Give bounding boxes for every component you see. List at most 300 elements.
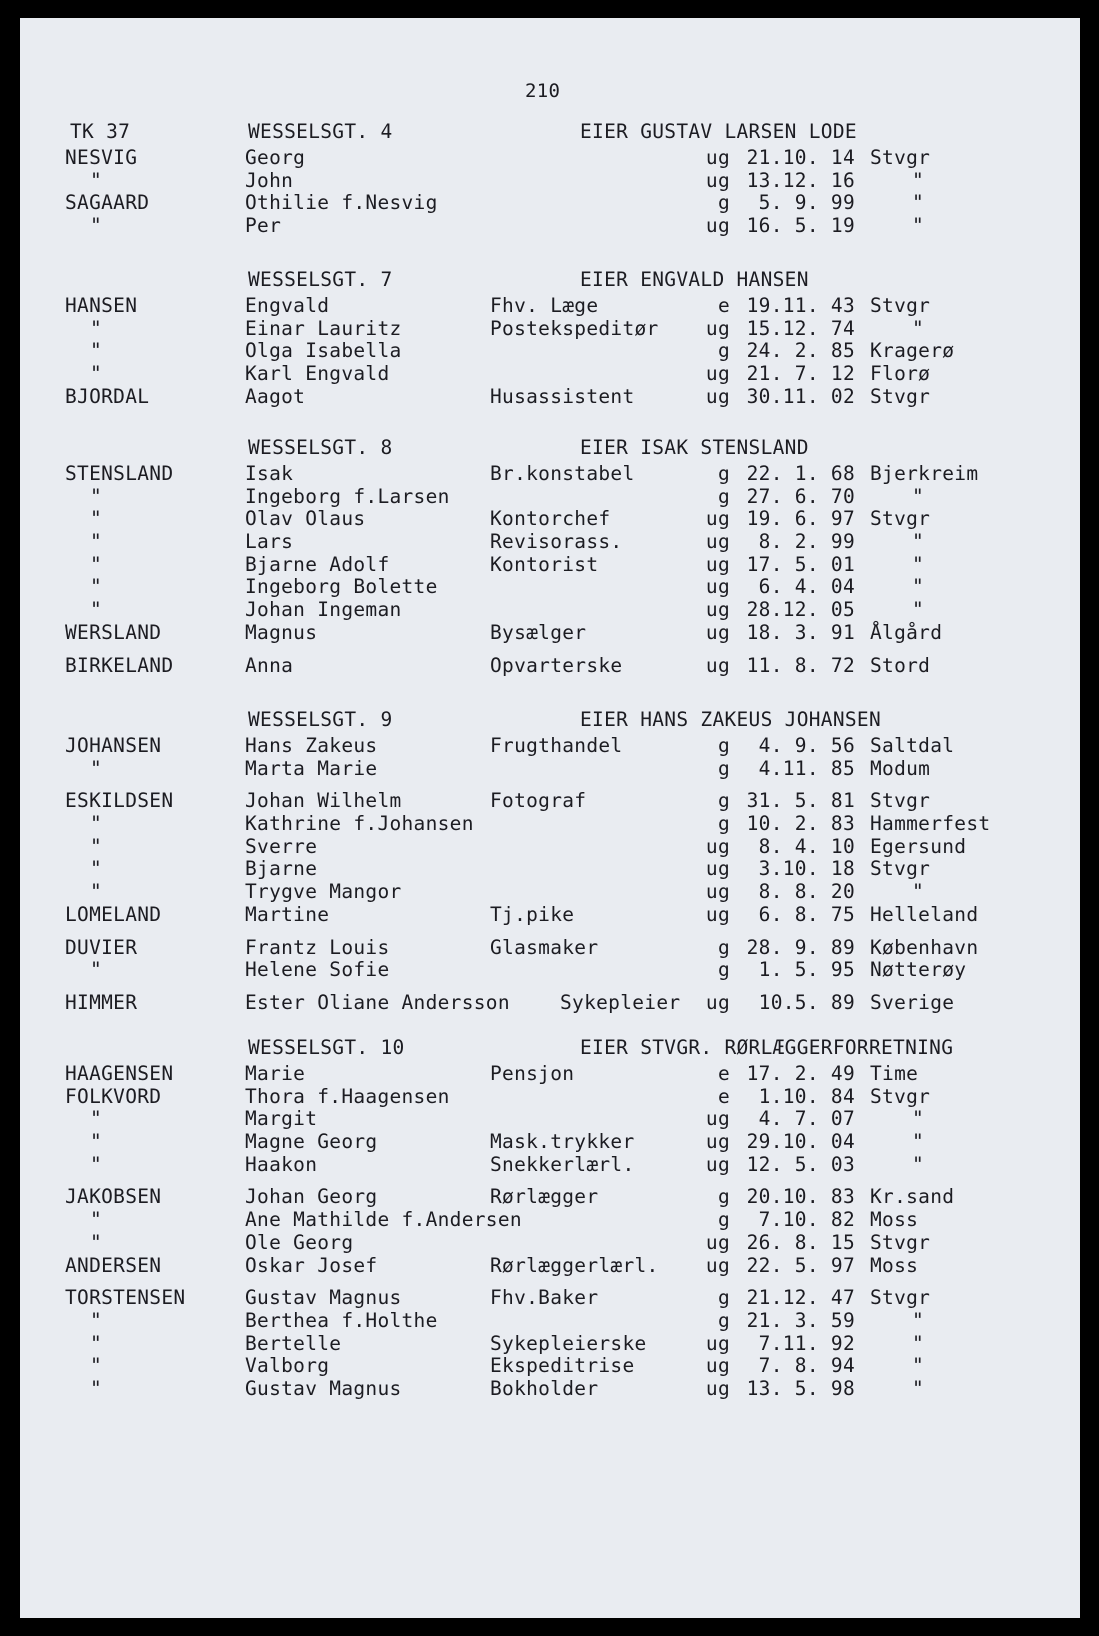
surname: HIMMER — [65, 990, 138, 1014]
occupation: Fhv.Baker — [490, 1286, 599, 1310]
surname: TORSTENSEN — [65, 1286, 186, 1310]
birth-date: 24. 2. 85 — [746, 339, 855, 363]
birthplace: Florø — [870, 362, 931, 386]
resident-row — [20, 575, 1080, 598]
row-spacer — [20, 1175, 1080, 1185]
resident-row — [20, 734, 1080, 757]
row-spacer — [20, 926, 1080, 936]
occupation: Bokholder — [490, 1376, 599, 1400]
birthplace: Stvgr — [870, 1286, 931, 1310]
birth-date: 19.11. 43 — [746, 294, 855, 317]
given-names: Trygve Mangor — [245, 880, 402, 904]
given-names: Gustav Magnus — [245, 1376, 402, 1400]
resident-row — [20, 1185, 1080, 1208]
marital-status: e — [717, 1084, 730, 1108]
property-owner: EIER ENGVALD HANSEN — [580, 268, 809, 291]
surname: " — [90, 507, 103, 531]
property-owner: EIER STVGR. RØRLÆGGERFORRETNING — [580, 1036, 954, 1059]
given-names: Berthea f.Holthe — [245, 1308, 438, 1332]
marital-status: g — [717, 756, 730, 780]
surname: " — [90, 1331, 103, 1355]
surname: " — [90, 1208, 103, 1232]
marital-status: g — [717, 484, 730, 508]
surname: " — [90, 958, 103, 982]
surname: JAKOBSEN — [65, 1185, 162, 1209]
birthplace: Stord — [870, 653, 931, 677]
given-names: Aagot — [245, 384, 306, 408]
surname: HANSEN — [65, 294, 138, 317]
given-names: Olga Isabella — [245, 339, 402, 363]
marital-status: ug — [705, 598, 730, 622]
marital-status: ug — [705, 1152, 730, 1176]
surname: BIRKELAND — [65, 653, 174, 677]
birthplace: " — [912, 191, 925, 215]
surname: HAAGENSEN — [65, 1062, 174, 1085]
birth-date: 28.12. 05 — [746, 598, 855, 622]
marital-status: ug — [705, 507, 730, 531]
birthplace: " — [912, 168, 925, 192]
surname: " — [90, 1308, 103, 1332]
birthplace: Stvgr — [870, 1084, 931, 1108]
surname: DUVIER — [65, 935, 138, 959]
street-address: WESSELSGT. 7 — [248, 268, 393, 291]
given-names: Marta Marie — [245, 756, 378, 780]
marital-status: ug — [705, 653, 730, 677]
surname: " — [90, 812, 103, 836]
resident-row — [20, 530, 1080, 553]
occupation: Kontorchef — [490, 507, 611, 531]
surname: " — [90, 362, 103, 386]
birth-date: 21.12. 47 — [746, 1286, 855, 1310]
surname: " — [90, 1152, 103, 1176]
birth-date: 4. 9. 56 — [758, 734, 855, 757]
address-section — [20, 1036, 1080, 1400]
occupation: Rørlæggerlærl. — [490, 1253, 659, 1277]
birth-date: 18. 3. 91 — [746, 620, 855, 644]
birthplace: " — [912, 552, 925, 576]
occupation: Opvarterske — [490, 653, 623, 677]
marital-status: ug — [705, 620, 730, 644]
marital-status: ug — [705, 1354, 730, 1378]
marital-status: ug — [705, 214, 730, 238]
marital-status: e — [717, 294, 730, 317]
marital-status: g — [717, 1185, 730, 1209]
row-spacer — [20, 981, 1080, 991]
occupation: Ekspeditrise — [490, 1354, 635, 1378]
given-names: Marie — [245, 1062, 306, 1085]
marital-status: g — [717, 1208, 730, 1232]
marital-status: ug — [705, 1376, 730, 1400]
row-spacer — [20, 779, 1080, 789]
resident-row — [20, 1085, 1080, 1108]
birth-date: 30.11. 02 — [746, 384, 855, 408]
surname: WERSLAND — [65, 620, 162, 644]
resident-row — [20, 1254, 1080, 1277]
birth-date: 7.11. 92 — [758, 1331, 855, 1355]
resident-row — [20, 991, 1080, 1014]
occupation: Sykepleierske — [490, 1331, 647, 1355]
marital-status: g — [717, 1308, 730, 1332]
resident-row — [20, 1231, 1080, 1254]
given-names: Karl Engvald — [245, 362, 390, 386]
birthplace: Moss — [870, 1208, 919, 1232]
given-names: Hans Zakeus — [245, 734, 378, 757]
birth-date: 7.10. 82 — [758, 1208, 855, 1232]
surname: " — [90, 339, 103, 363]
resident-row — [20, 598, 1080, 621]
surname: " — [90, 530, 103, 554]
surname: BJORDAL — [65, 384, 150, 408]
birth-date: 11. 8. 72 — [746, 653, 855, 677]
surname: " — [90, 756, 103, 780]
birthplace: Stvgr — [870, 384, 931, 408]
marital-status: ug — [705, 146, 730, 169]
birth-date: 4. 7. 07 — [758, 1107, 855, 1131]
resident-row — [20, 857, 1080, 880]
marital-status: ug — [705, 902, 730, 926]
birth-date: 29.10. 04 — [746, 1130, 855, 1154]
birth-date: 5. 9. 99 — [758, 191, 855, 215]
surname: " — [90, 1130, 103, 1154]
marital-status: ug — [705, 1107, 730, 1131]
birthplace: " — [912, 1376, 925, 1400]
section-header — [20, 1036, 1080, 1062]
property-owner: EIER GUSTAV LARSEN LODE — [580, 120, 857, 143]
birthplace: Stvgr — [870, 789, 931, 813]
address-section — [20, 268, 1080, 407]
resident-row — [20, 191, 1080, 214]
surname: " — [90, 484, 103, 508]
birthplace: Ålgård — [870, 620, 943, 644]
birthplace: Helleland — [870, 902, 979, 926]
resident-row — [20, 1153, 1080, 1176]
given-names: Ane Mathilde f.Andersen — [245, 1208, 522, 1232]
occupation: Mask.trykker — [490, 1130, 635, 1154]
resident-row — [20, 1062, 1080, 1085]
tk-number: TK 37 — [70, 120, 131, 143]
occupation: Glasmaker — [490, 935, 599, 959]
occupation: Br.konstabel — [490, 462, 635, 485]
resident-row — [20, 146, 1080, 169]
address-section — [20, 708, 1080, 1014]
given-names: Engvald — [245, 294, 330, 317]
marital-status: ug — [705, 1331, 730, 1355]
given-names: Gustav Magnus — [245, 1286, 402, 1310]
birthplace: Stvgr — [870, 857, 931, 881]
given-names: Johan Georg — [245, 1185, 378, 1209]
resident-row — [20, 1208, 1080, 1231]
marital-status: g — [717, 789, 730, 813]
birth-date: 22. 1. 68 — [746, 462, 855, 485]
marital-status: ug — [705, 575, 730, 599]
street-address: WESSELSGT. 8 — [248, 436, 393, 459]
birthplace: København — [870, 935, 979, 959]
birthplace: Nøtterøy — [870, 958, 967, 982]
resident-row — [20, 1377, 1080, 1400]
resident-row — [20, 1354, 1080, 1377]
marital-status: ug — [705, 880, 730, 904]
street-address: WESSELSGT. 9 — [248, 708, 393, 731]
given-names: Bertelle — [245, 1331, 342, 1355]
birthplace: " — [912, 1107, 925, 1131]
surname: " — [90, 880, 103, 904]
row-spacer — [20, 644, 1080, 654]
section-header — [20, 268, 1080, 294]
occupation: Revisorass. — [490, 530, 623, 554]
street-address: WESSELSGT. 4 — [248, 120, 393, 143]
surname: " — [90, 834, 103, 858]
birthplace: Hammerfest — [870, 812, 991, 836]
given-names: Oskar Josef — [245, 1253, 378, 1277]
birthplace: Time — [870, 1062, 919, 1085]
surname: " — [90, 857, 103, 881]
surname: NESVIG — [65, 146, 138, 169]
marital-status: ug — [705, 168, 730, 192]
birthplace: " — [912, 1152, 925, 1176]
occupation: Husassistent — [490, 384, 635, 408]
birth-date: 21.10. 14 — [746, 146, 855, 169]
birth-date: 22. 5. 97 — [746, 1253, 855, 1277]
occupation: Bysælger — [490, 620, 587, 644]
occupation: Rørlægger — [490, 1185, 599, 1209]
marital-status: ug — [705, 834, 730, 858]
birthplace: Moss — [870, 1253, 919, 1277]
surname: " — [90, 1107, 103, 1131]
resident-row — [20, 1332, 1080, 1355]
given-names: Ole Georg — [245, 1230, 354, 1254]
birthplace: Saltdal — [870, 734, 955, 757]
document-page — [20, 18, 1080, 1618]
given-names: Haakon — [245, 1152, 318, 1176]
resident-row — [20, 214, 1080, 237]
birthplace: Modum — [870, 756, 931, 780]
birthplace: " — [912, 1354, 925, 1378]
given-names: Ingeborg Bolette — [245, 575, 438, 599]
given-names: Magnus — [245, 620, 318, 644]
surname: JOHANSEN — [65, 734, 162, 757]
birth-date: 28. 9. 89 — [746, 935, 855, 959]
occupation: Snekkerlærl. — [490, 1152, 635, 1176]
birthplace: " — [912, 1130, 925, 1154]
given-names: Isak — [245, 462, 294, 485]
given-names: Einar Lauritz — [245, 316, 402, 340]
given-names: Bjarne — [245, 857, 318, 881]
birth-date: 10. 2. 83 — [746, 812, 855, 836]
resident-row — [20, 385, 1080, 408]
page-number: 210 — [525, 80, 561, 102]
marital-status: g — [717, 191, 730, 215]
section-header — [20, 436, 1080, 462]
resident-row — [20, 621, 1080, 644]
birth-date: 20.10. 83 — [746, 1185, 855, 1209]
resident-row — [20, 936, 1080, 959]
marital-status: ug — [705, 1230, 730, 1254]
surname: " — [90, 214, 103, 238]
surname: STENSLAND — [65, 462, 174, 485]
birth-date: 3.10. 18 — [758, 857, 855, 881]
given-names: Margit — [245, 1107, 318, 1131]
resident-row — [20, 339, 1080, 362]
surname: " — [90, 316, 103, 340]
birth-date: 8. 2. 99 — [758, 530, 855, 554]
resident-row — [20, 757, 1080, 780]
resident-row — [20, 1130, 1080, 1153]
surname: ESKILDSEN — [65, 789, 174, 813]
marital-status: g — [717, 462, 730, 485]
resident-row — [20, 294, 1080, 317]
marital-status: ug — [705, 530, 730, 554]
resident-row — [20, 169, 1080, 192]
marital-status: ug — [705, 384, 730, 408]
marital-status: ug — [705, 316, 730, 340]
marital-status: g — [717, 1286, 730, 1310]
birth-date: 1.10. 84 — [758, 1084, 855, 1108]
occupation: Frugthandel — [490, 734, 623, 757]
birthplace: Sverige — [870, 990, 955, 1014]
marital-status: ug — [705, 362, 730, 386]
given-names: Olav Olaus — [245, 507, 366, 531]
birthplace: Kr.sand — [870, 1185, 955, 1209]
marital-status: g — [717, 734, 730, 757]
resident-row — [20, 507, 1080, 530]
marital-status: g — [717, 812, 730, 836]
occupation: Sykepleier — [560, 990, 681, 1014]
section-header — [20, 708, 1080, 734]
birthplace: Bjerkreim — [870, 462, 979, 485]
birthplace: Stvgr — [870, 294, 931, 317]
occupation: Kontorist — [490, 552, 599, 576]
birthplace: " — [912, 530, 925, 554]
occupation: Postekspeditør — [490, 316, 659, 340]
birth-date: 17. 2. 49 — [746, 1062, 855, 1085]
marital-status: ug — [705, 1253, 730, 1277]
surname: " — [90, 1376, 103, 1400]
birth-date: 31. 5. 81 — [746, 789, 855, 813]
surname: " — [90, 575, 103, 599]
resident-row — [20, 835, 1080, 858]
surname: " — [90, 1230, 103, 1254]
surname: " — [90, 598, 103, 622]
birthplace: " — [912, 316, 925, 340]
given-names: John — [245, 168, 294, 192]
birthplace: Stvgr — [870, 146, 931, 169]
birth-date: 19. 6. 97 — [746, 507, 855, 531]
given-names: Kathrine f.Johansen — [245, 812, 474, 836]
birth-date: 13. 5. 98 — [746, 1376, 855, 1400]
section-header — [20, 120, 1080, 146]
property-owner: EIER ISAK STENSLAND — [580, 436, 809, 459]
resident-row — [20, 880, 1080, 903]
birth-date: 6. 8. 75 — [758, 902, 855, 926]
given-names: Lars — [245, 530, 294, 554]
resident-row — [20, 789, 1080, 812]
birthplace: Stvgr — [870, 1230, 931, 1254]
resident-row — [20, 317, 1080, 340]
resident-row — [20, 1286, 1080, 1309]
birthplace: " — [912, 1308, 925, 1332]
marital-status: ug — [705, 1130, 730, 1154]
marital-status: g — [717, 935, 730, 959]
birthplace: " — [912, 598, 925, 622]
given-names: Ingeborg f.Larsen — [245, 484, 450, 508]
resident-row — [20, 485, 1080, 508]
street-address: WESSELSGT. 10 — [248, 1036, 405, 1059]
birth-date: 27. 6. 70 — [746, 484, 855, 508]
address-section — [20, 436, 1080, 676]
occupation: Pensjon — [490, 1062, 575, 1085]
birthplace: " — [912, 575, 925, 599]
surname: ANDERSEN — [65, 1253, 162, 1277]
birth-date: 12. 5. 03 — [746, 1152, 855, 1176]
birth-date: 8. 4. 10 — [758, 834, 855, 858]
marital-status: e — [717, 1062, 730, 1085]
birthplace: " — [912, 880, 925, 904]
resident-row — [20, 1309, 1080, 1332]
birthplace: " — [912, 484, 925, 508]
birth-date: 26. 8. 15 — [746, 1230, 855, 1254]
birth-date: 7. 8. 94 — [758, 1354, 855, 1378]
given-names: Othilie f.Nesvig — [245, 191, 438, 215]
given-names: Sverre — [245, 834, 318, 858]
given-names: Johan Wilhelm — [245, 789, 402, 813]
birth-date: 21. 7. 12 — [746, 362, 855, 386]
resident-row — [20, 462, 1080, 485]
given-names: Thora f.Haagensen — [245, 1084, 450, 1108]
birthplace: " — [912, 214, 925, 238]
birthplace: Kragerø — [870, 339, 955, 363]
given-names: Georg — [245, 146, 306, 169]
marital-status: ug — [705, 857, 730, 881]
surname: LOMELAND — [65, 902, 162, 926]
row-spacer — [20, 1276, 1080, 1286]
given-names: Anna — [245, 653, 294, 677]
birthplace: Stvgr — [870, 507, 931, 531]
resident-row — [20, 553, 1080, 576]
birth-date: 10.5. 89 — [758, 990, 855, 1014]
marital-status: g — [717, 958, 730, 982]
surname: FOLKVORD — [65, 1084, 162, 1108]
marital-status: ug — [705, 990, 730, 1014]
resident-row — [20, 903, 1080, 926]
resident-row — [20, 812, 1080, 835]
given-names: Magne Georg — [245, 1130, 378, 1154]
marital-status: g — [717, 339, 730, 363]
address-section — [20, 120, 1080, 237]
given-names: Helene Sofie — [245, 958, 390, 982]
surname: " — [90, 552, 103, 576]
birthplace: " — [912, 1331, 925, 1355]
occupation: Tj.pike — [490, 902, 575, 926]
birth-date: 1. 5. 95 — [758, 958, 855, 982]
marital-status: ug — [705, 552, 730, 576]
birthplace: Egersund — [870, 834, 967, 858]
occupation: Fotograf — [490, 789, 587, 813]
birth-date: 21. 3. 59 — [746, 1308, 855, 1332]
given-names: Johan Ingeman — [245, 598, 402, 622]
given-names: Martine — [245, 902, 330, 926]
property-owner: EIER HANS ZAKEUS JOHANSEN — [580, 708, 881, 731]
surname: " — [90, 168, 103, 192]
resident-row — [20, 362, 1080, 385]
birth-date: 13.12. 16 — [746, 168, 855, 192]
resident-row — [20, 654, 1080, 677]
birth-date: 16. 5. 19 — [746, 214, 855, 238]
occupation: Fhv. Læge — [490, 294, 599, 317]
birth-date: 8. 8. 20 — [758, 880, 855, 904]
birth-date: 17. 5. 01 — [746, 552, 855, 576]
surname: " — [90, 1354, 103, 1378]
birth-date: 4.11. 85 — [758, 756, 855, 780]
